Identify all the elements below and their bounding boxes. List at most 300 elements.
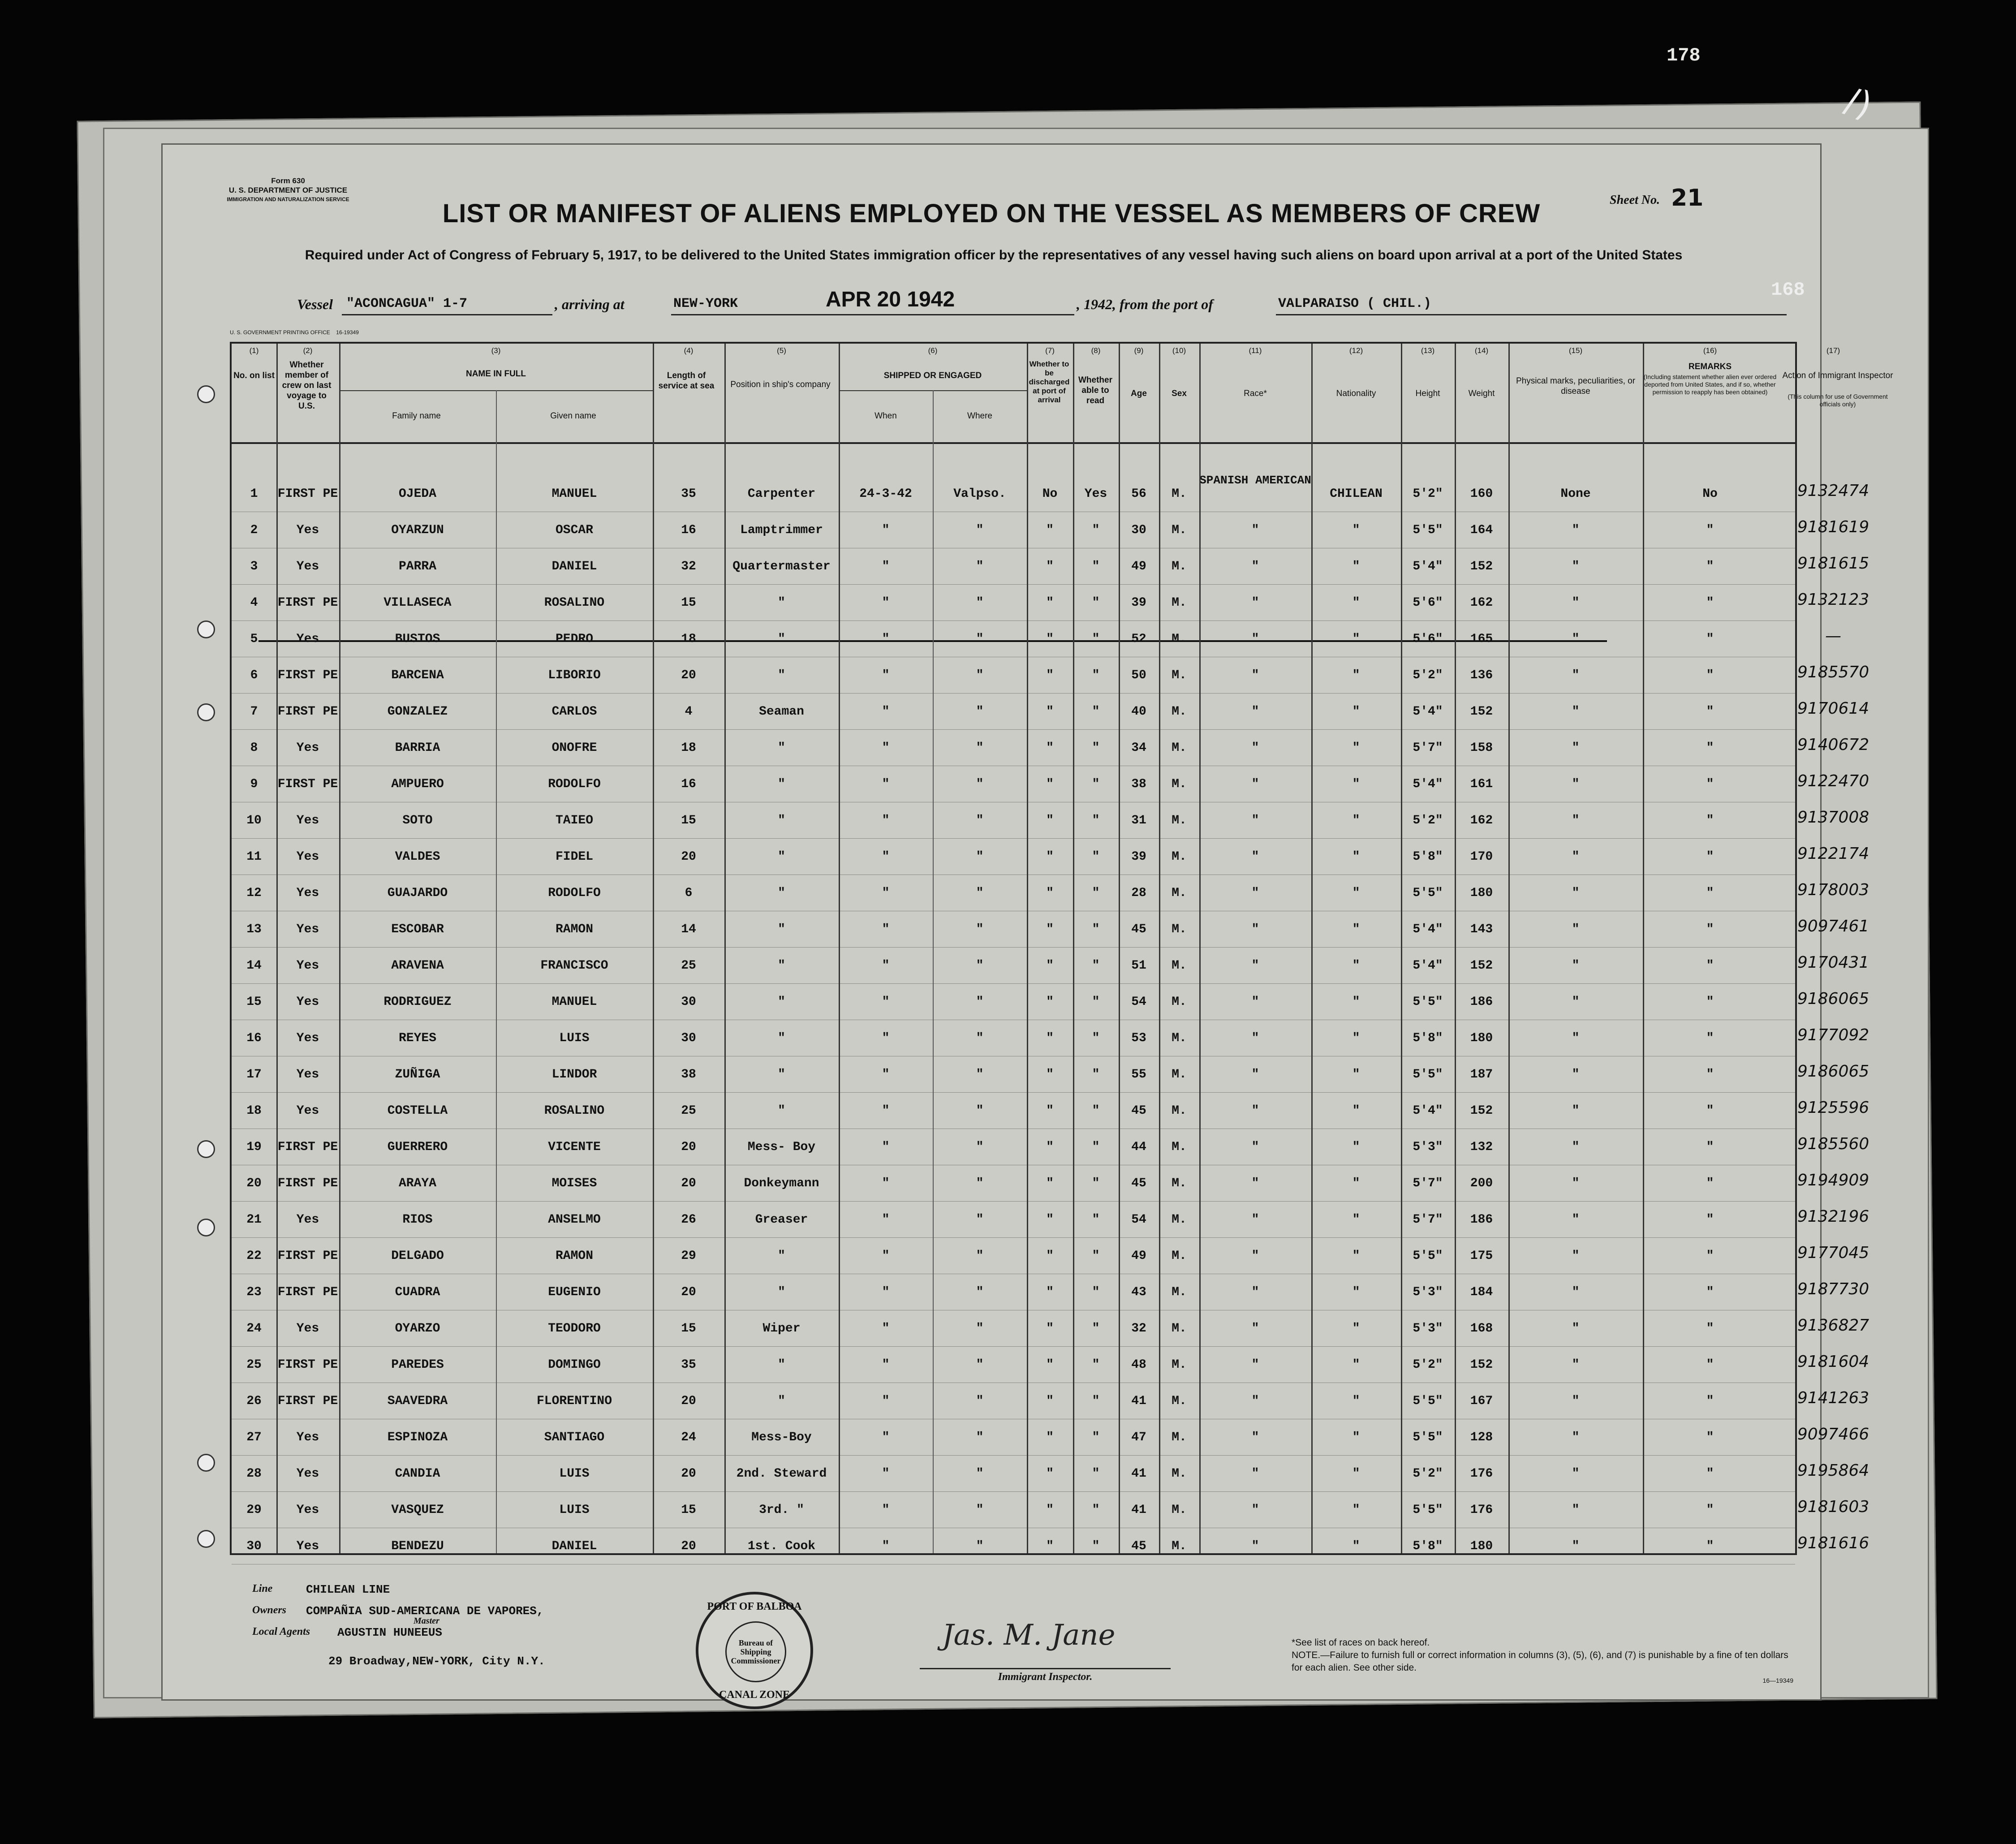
cell-marks: " [1572, 1104, 1580, 1118]
cell-nationality: " [1352, 1031, 1360, 1045]
cell-sex: M. [1172, 1249, 1187, 1263]
cell-where: " [976, 596, 984, 610]
cell-age: 50 [1131, 668, 1146, 682]
column-number: (1) [249, 346, 259, 355]
cell-age: 45 [1131, 1539, 1146, 1553]
cell-action: 9181615 [1797, 554, 1870, 573]
cell-service: 6 [685, 886, 693, 900]
cell-family: DELGADO [391, 1249, 444, 1263]
cell-remarks: " [1706, 1467, 1714, 1481]
cell-position: " [778, 814, 785, 827]
cell-family: PARRA [398, 560, 436, 573]
cell-height: 5'7" [1413, 1213, 1443, 1227]
cell-where: " [976, 777, 984, 791]
cell-when: " [882, 1104, 890, 1118]
seal-top-text: PORT OF BALBOA [707, 1601, 802, 1612]
cell-read: " [1092, 1467, 1100, 1481]
cell-age: 56 [1131, 487, 1146, 501]
column-number: (7) [1045, 346, 1055, 355]
cell-action: 9132474 [1797, 482, 1870, 500]
col-action-subheader: (This column for use of Government officials only) [1788, 393, 1888, 408]
cell-family: GONZALEZ [387, 705, 448, 719]
cell-race: " [1251, 1031, 1259, 1045]
cell-action: 9140672 [1797, 736, 1870, 754]
cell-height: 5'5" [1413, 1503, 1443, 1517]
cell-when: " [882, 741, 890, 755]
cell-service: 15 [681, 596, 696, 610]
cell-height: 5'2" [1413, 1358, 1443, 1372]
table-row [232, 1458, 1870, 1495]
col-remarks-subheader: (Including statement whether alien ever ordered deported from United States, and if so, whether permission to reapply has been obtained) [1643, 373, 1777, 396]
cell-position: 3rd. " [759, 1503, 804, 1517]
cell-family: RODRIGUEZ [383, 995, 452, 1009]
cell-height: 5'5" [1413, 1068, 1443, 1081]
cell-marks: " [1572, 1467, 1580, 1481]
cell-read: " [1092, 1358, 1100, 1372]
table-row [232, 551, 1870, 587]
cell-weight: 186 [1470, 1213, 1493, 1227]
cell-read: " [1092, 705, 1100, 719]
cell-given: DANIEL [551, 1539, 597, 1553]
inspector-signature: Jas. M. Jane [942, 1619, 1116, 1652]
table-row [232, 514, 1870, 551]
cell-position: Quartermaster [732, 560, 831, 573]
cell-discharged: " [1046, 705, 1054, 719]
cell-race: " [1251, 1467, 1259, 1481]
cell-position: 1st. Cook [747, 1539, 816, 1553]
cell-where: " [976, 850, 984, 864]
cell-given: CARLOS [551, 705, 597, 719]
cell-race: " [1251, 705, 1259, 719]
cell-voyage: Yes [296, 1467, 319, 1481]
cell-weight: 162 [1470, 596, 1493, 610]
cell-read: " [1092, 777, 1100, 791]
cell-race: " [1251, 1394, 1259, 1408]
cell-when: " [882, 1467, 890, 1481]
cell-age: 30 [1131, 523, 1146, 537]
cell-action: 9125596 [1797, 1099, 1870, 1117]
cell-action: 9181604 [1797, 1353, 1870, 1371]
cell-read: " [1092, 1285, 1100, 1299]
cell-given: SANTIAGO [544, 1430, 605, 1444]
cell-family: SAAVEDRA [387, 1394, 448, 1408]
cell-read: " [1092, 1176, 1100, 1190]
cell-no: 5 [250, 632, 258, 646]
column-number: (2) [303, 346, 313, 355]
col-nationality-header: Nationality [1336, 389, 1376, 398]
cell-read: " [1092, 1249, 1100, 1263]
cell-sex: M. [1172, 1285, 1187, 1299]
cell-remarks: " [1706, 705, 1714, 719]
cell-voyage: FIRST PE [277, 596, 338, 610]
cell-action: 9122470 [1797, 772, 1870, 790]
table-row [232, 1022, 1870, 1059]
cell-marks: " [1572, 1322, 1580, 1336]
cell-given: RODOLFO [548, 777, 601, 791]
cell-race: " [1251, 668, 1259, 682]
col-remarks-header: REMARKS [1688, 362, 1732, 371]
cell-weight: 180 [1470, 1031, 1493, 1045]
cell-age: 34 [1131, 741, 1146, 755]
cell-sex: M. [1172, 886, 1187, 900]
table-row [232, 1313, 1870, 1349]
table-row [232, 1240, 1870, 1277]
cell-height: 5'5" [1413, 886, 1443, 900]
cell-position: " [778, 959, 785, 973]
cell-race: " [1251, 1322, 1259, 1336]
column-number: (15) [1568, 346, 1583, 355]
cell-race: " [1251, 850, 1259, 864]
cell-race: " [1251, 1249, 1259, 1263]
cell-service: 18 [681, 741, 696, 755]
table-row [232, 732, 1870, 769]
cell-age: 38 [1131, 777, 1146, 791]
cell-sex: M. [1172, 668, 1187, 682]
cell-family: PAREDES [391, 1358, 444, 1372]
cell-nationality: " [1352, 777, 1360, 791]
cell-where: " [976, 1539, 984, 1553]
cell-race: " [1251, 523, 1259, 537]
cell-nationality: " [1352, 1539, 1360, 1553]
cell-action: 9122174 [1797, 844, 1870, 863]
column-number: (9) [1134, 346, 1144, 355]
cell-race: SPANISH AMERICAN [1199, 474, 1311, 487]
cell-given: LIBORIO [548, 668, 601, 682]
table-row [232, 841, 1870, 878]
cell-read: " [1092, 1322, 1100, 1336]
cell-position: 2nd. Steward [736, 1467, 827, 1481]
arrival-date-stamp: APR 20 1942 [826, 288, 955, 311]
cell-weight: 152 [1470, 560, 1493, 573]
cell-given: LUIS [559, 1467, 590, 1481]
cell-discharged: " [1046, 523, 1054, 537]
cell-no: 25 [246, 1358, 262, 1372]
cell-discharged: No [1042, 487, 1058, 501]
cell-no: 29 [246, 1503, 262, 1517]
cell-position: Mess-Boy [751, 1430, 812, 1444]
punch-hole [197, 1140, 215, 1158]
cell-action: 9097461 [1797, 917, 1870, 935]
cell-position: Wiper [762, 1322, 801, 1336]
cell-sex: M. [1172, 1322, 1187, 1336]
cell-remarks: " [1706, 668, 1714, 682]
cell-marks: " [1572, 814, 1580, 827]
cell-where: " [976, 959, 984, 973]
cell-nationality: " [1352, 959, 1360, 973]
print-office: U. S. GOVERNMENT PRINTING OFFICE 16-19349 [230, 329, 359, 336]
cell-sex: M. [1172, 777, 1187, 791]
column-number: (17) [1826, 346, 1840, 355]
cell-when: " [882, 1394, 890, 1408]
cell-given: MANUEL [551, 995, 597, 1009]
cell-marks: " [1572, 959, 1580, 973]
table-row [232, 1494, 1870, 1531]
cell-sex: M. [1172, 1068, 1187, 1081]
punch-hole [197, 620, 215, 638]
cell-age: 39 [1131, 850, 1146, 864]
cell-given: ROSALINO [544, 1104, 605, 1118]
cell-remarks: " [1706, 1176, 1714, 1190]
cell-nationality: " [1352, 560, 1360, 573]
cell-discharged: " [1046, 1394, 1054, 1408]
cell-no: 18 [246, 1104, 262, 1118]
cell-nationality: " [1352, 886, 1360, 900]
cell-where: " [976, 814, 984, 827]
footer-agent-block [163, 1578, 700, 1713]
cell-action: 9137008 [1797, 808, 1870, 827]
cell-voyage: Yes [296, 1503, 319, 1517]
cell-discharged: " [1046, 560, 1054, 573]
punch-hole [197, 385, 215, 403]
cell-action: 9185570 [1797, 663, 1870, 681]
cell-given: FRANCISCO [540, 959, 608, 973]
col-where-header: Where [967, 411, 992, 421]
cell-age: 54 [1131, 995, 1146, 1009]
cell-weight: 176 [1470, 1503, 1493, 1517]
cell-service: 20 [681, 668, 696, 682]
cell-read: " [1092, 596, 1100, 610]
cell-marks: " [1572, 995, 1580, 1009]
form-number: Form 630 [271, 177, 305, 185]
cell-nationality: " [1352, 995, 1360, 1009]
cell-sex: M. [1172, 705, 1187, 719]
footer-print-code: 16—19349 [1762, 1677, 1793, 1684]
column-number: (3) [491, 346, 501, 355]
cell-family: ARAVENA [391, 959, 444, 973]
cell-service: 16 [681, 777, 696, 791]
cell-position: " [778, 632, 785, 646]
cell-weight: 152 [1470, 959, 1493, 973]
cell-marks: " [1572, 1503, 1580, 1517]
cell-remarks: " [1706, 922, 1714, 936]
cell-read: " [1092, 1140, 1100, 1154]
cell-nationality: " [1352, 1394, 1360, 1408]
cell-no: 7 [250, 705, 258, 719]
cell-remarks: " [1706, 1140, 1714, 1154]
cell-when: 24-3-42 [859, 487, 912, 501]
cell-race: " [1251, 741, 1259, 755]
cell-read: " [1092, 1394, 1100, 1408]
cell-discharged: " [1046, 886, 1054, 900]
cell-where: " [976, 1394, 984, 1408]
cell-voyage: Yes [296, 1068, 319, 1081]
cell-marks: " [1572, 1394, 1580, 1408]
cell-remarks: " [1706, 632, 1714, 646]
cell-remarks: " [1706, 1358, 1714, 1372]
cell-age: 45 [1131, 922, 1146, 936]
cell-position: " [778, 850, 785, 864]
cell-marks: " [1572, 922, 1580, 936]
cell-family: CUADRA [395, 1285, 440, 1299]
cell-remarks: " [1706, 995, 1714, 1009]
column-number: (6) [928, 346, 938, 355]
cell-where: " [976, 1104, 984, 1118]
cell-discharged: " [1046, 668, 1054, 682]
cell-nationality: " [1352, 1430, 1360, 1444]
cell-action: 9181603 [1797, 1498, 1870, 1516]
col-sex-header: Sex [1172, 389, 1187, 398]
cell-no: 16 [246, 1031, 262, 1045]
cell-family: ESPINOZA [387, 1430, 448, 1444]
cell-where: Valpso. [953, 487, 1006, 501]
cell-sex: M. [1172, 1031, 1187, 1045]
cell-service: 18 [681, 632, 696, 646]
table-row [232, 913, 1870, 950]
cell-no: 3 [250, 560, 258, 573]
cell-weight: 180 [1470, 1539, 1493, 1553]
cell-service: 15 [681, 1503, 696, 1517]
seal-center-text: Bureau of Shipping Commissioner [725, 1621, 786, 1682]
table-row [232, 1131, 1870, 1168]
cell-race: " [1251, 1213, 1259, 1227]
table-row [232, 768, 1870, 805]
cell-no: 2 [250, 523, 258, 537]
cell-remarks: No [1702, 487, 1718, 501]
cell-family: ESCOBAR [391, 922, 444, 936]
cell-marks: " [1572, 1249, 1580, 1263]
table-row [232, 1349, 1870, 1386]
cell-nationality: " [1352, 1322, 1360, 1336]
cell-age: 52 [1131, 632, 1146, 646]
cell-nationality: " [1352, 1358, 1360, 1372]
cell-remarks: " [1706, 1285, 1714, 1299]
cell-remarks: " [1706, 886, 1714, 900]
cell-height: 5'2" [1413, 487, 1443, 501]
cell-voyage: FIRST PE [277, 1176, 338, 1190]
cell-voyage: Yes [296, 886, 319, 900]
cell-no: 23 [246, 1285, 262, 1299]
col-height-header: Height [1415, 389, 1440, 398]
cell-age: 43 [1131, 1285, 1146, 1299]
cell-read: " [1092, 632, 1100, 646]
cell-given: VICENTE [548, 1140, 601, 1154]
cell-age: 41 [1131, 1394, 1146, 1408]
cell-family: BENDEZU [391, 1539, 444, 1553]
cell-voyage: Yes [296, 1430, 319, 1444]
cell-height: 5'5" [1413, 1394, 1443, 1408]
cell-age: 45 [1131, 1176, 1146, 1190]
table-row [232, 1276, 1870, 1313]
cell-nationality: " [1352, 922, 1360, 936]
table-row [232, 1059, 1870, 1095]
cell-weight: 152 [1470, 1104, 1493, 1118]
agent-address: 29 Broadway,NEW-YORK, City N.Y. [328, 1654, 545, 1668]
cell-when: " [882, 1249, 890, 1263]
cell-nationality: " [1352, 1068, 1360, 1081]
col-discharged-header: Whether to be discharged at port of arrival [1029, 360, 1070, 404]
cell-age: 48 [1131, 1358, 1146, 1372]
col-name-header: NAME IN FULL [465, 369, 526, 379]
cell-remarks: " [1706, 777, 1714, 791]
cell-age: 49 [1131, 560, 1146, 573]
cell-marks: " [1572, 777, 1580, 791]
manifest-sheet [161, 143, 1893, 1701]
cell-action: 9181619 [1797, 518, 1870, 536]
cell-when: " [882, 1503, 890, 1517]
cell-given: FLORENTINO [536, 1394, 612, 1408]
cell-service: 20 [681, 1285, 696, 1299]
table-row [232, 986, 1870, 1023]
cell-family: BARCENA [391, 668, 444, 682]
cell-service: 15 [681, 1322, 696, 1336]
punch-hole [197, 1454, 215, 1472]
cell-discharged: " [1046, 1539, 1054, 1553]
cell-no: 12 [246, 886, 262, 900]
column-number: (10) [1172, 346, 1186, 355]
cell-action: 9187730 [1797, 1280, 1870, 1298]
from-port: VALPARAISO ( CHIL.) [1278, 296, 1432, 311]
cell-position: Donkeymann [744, 1176, 819, 1190]
races-note: *See list of races on back hereof. [1292, 1637, 1430, 1648]
cell-voyage: Yes [296, 814, 319, 827]
cell-service: 14 [681, 922, 696, 936]
table-row [232, 1168, 1870, 1204]
cell-race: " [1251, 922, 1259, 936]
cell-where: " [976, 1322, 984, 1336]
cell-sex: M. [1172, 487, 1187, 501]
cell-voyage: Yes [296, 1322, 319, 1336]
cell-family: REYES [398, 1031, 436, 1045]
cell-when: " [882, 1176, 890, 1190]
crew-table [230, 342, 1893, 1555]
cell-action: 9186065 [1797, 990, 1870, 1008]
cell-race: " [1251, 1176, 1259, 1190]
col-read-header: Whether able to read [1078, 375, 1112, 405]
cell-weight: 165 [1470, 632, 1493, 646]
cell-nationality: " [1352, 1213, 1360, 1227]
cell-service: 20 [681, 1539, 696, 1553]
cell-where: " [976, 1213, 984, 1227]
cell-given: PEDRO [555, 632, 593, 646]
cell-sex: M. [1172, 995, 1187, 1009]
cell-discharged: " [1046, 1467, 1054, 1481]
cell-read: " [1092, 1430, 1100, 1444]
cell-discharged: " [1046, 1322, 1054, 1336]
cell-where: " [976, 886, 984, 900]
cell-no: 11 [246, 850, 262, 864]
cell-given: OSCAR [555, 523, 593, 537]
cell-voyage: Yes [296, 1031, 319, 1045]
cell-read: " [1092, 1213, 1100, 1227]
cell-position: " [778, 1068, 785, 1081]
cell-race: " [1251, 632, 1259, 646]
cell-given: ONOFRE [551, 741, 597, 755]
cell-marks: " [1572, 668, 1580, 682]
cell-age: 44 [1131, 1140, 1146, 1154]
cell-position: " [778, 668, 785, 682]
cell-no: 26 [246, 1394, 262, 1408]
cell-read: " [1092, 886, 1100, 900]
local-agents-label: Local Agents [252, 1626, 310, 1637]
cell-nationality: " [1352, 1140, 1360, 1154]
cell-marks: " [1572, 1539, 1580, 1553]
page-stamp-178: 178 [1667, 45, 1701, 66]
cell-remarks: " [1706, 1394, 1714, 1408]
cell-weight: 167 [1470, 1394, 1493, 1408]
cell-where: " [976, 668, 984, 682]
cell-height: 5'2" [1413, 814, 1443, 827]
cell-voyage: Yes [296, 1213, 319, 1227]
cell-voyage: FIRST PE [277, 777, 338, 791]
cell-where: " [976, 705, 984, 719]
cell-action: 9132123 [1797, 590, 1870, 609]
cell-remarks: " [1706, 814, 1714, 827]
cell-height: 5'8" [1413, 1031, 1443, 1045]
cell-action: 9181616 [1797, 1534, 1870, 1552]
cell-marks: None [1560, 487, 1591, 501]
cell-where: " [976, 1467, 984, 1481]
cell-service: 35 [681, 487, 696, 501]
